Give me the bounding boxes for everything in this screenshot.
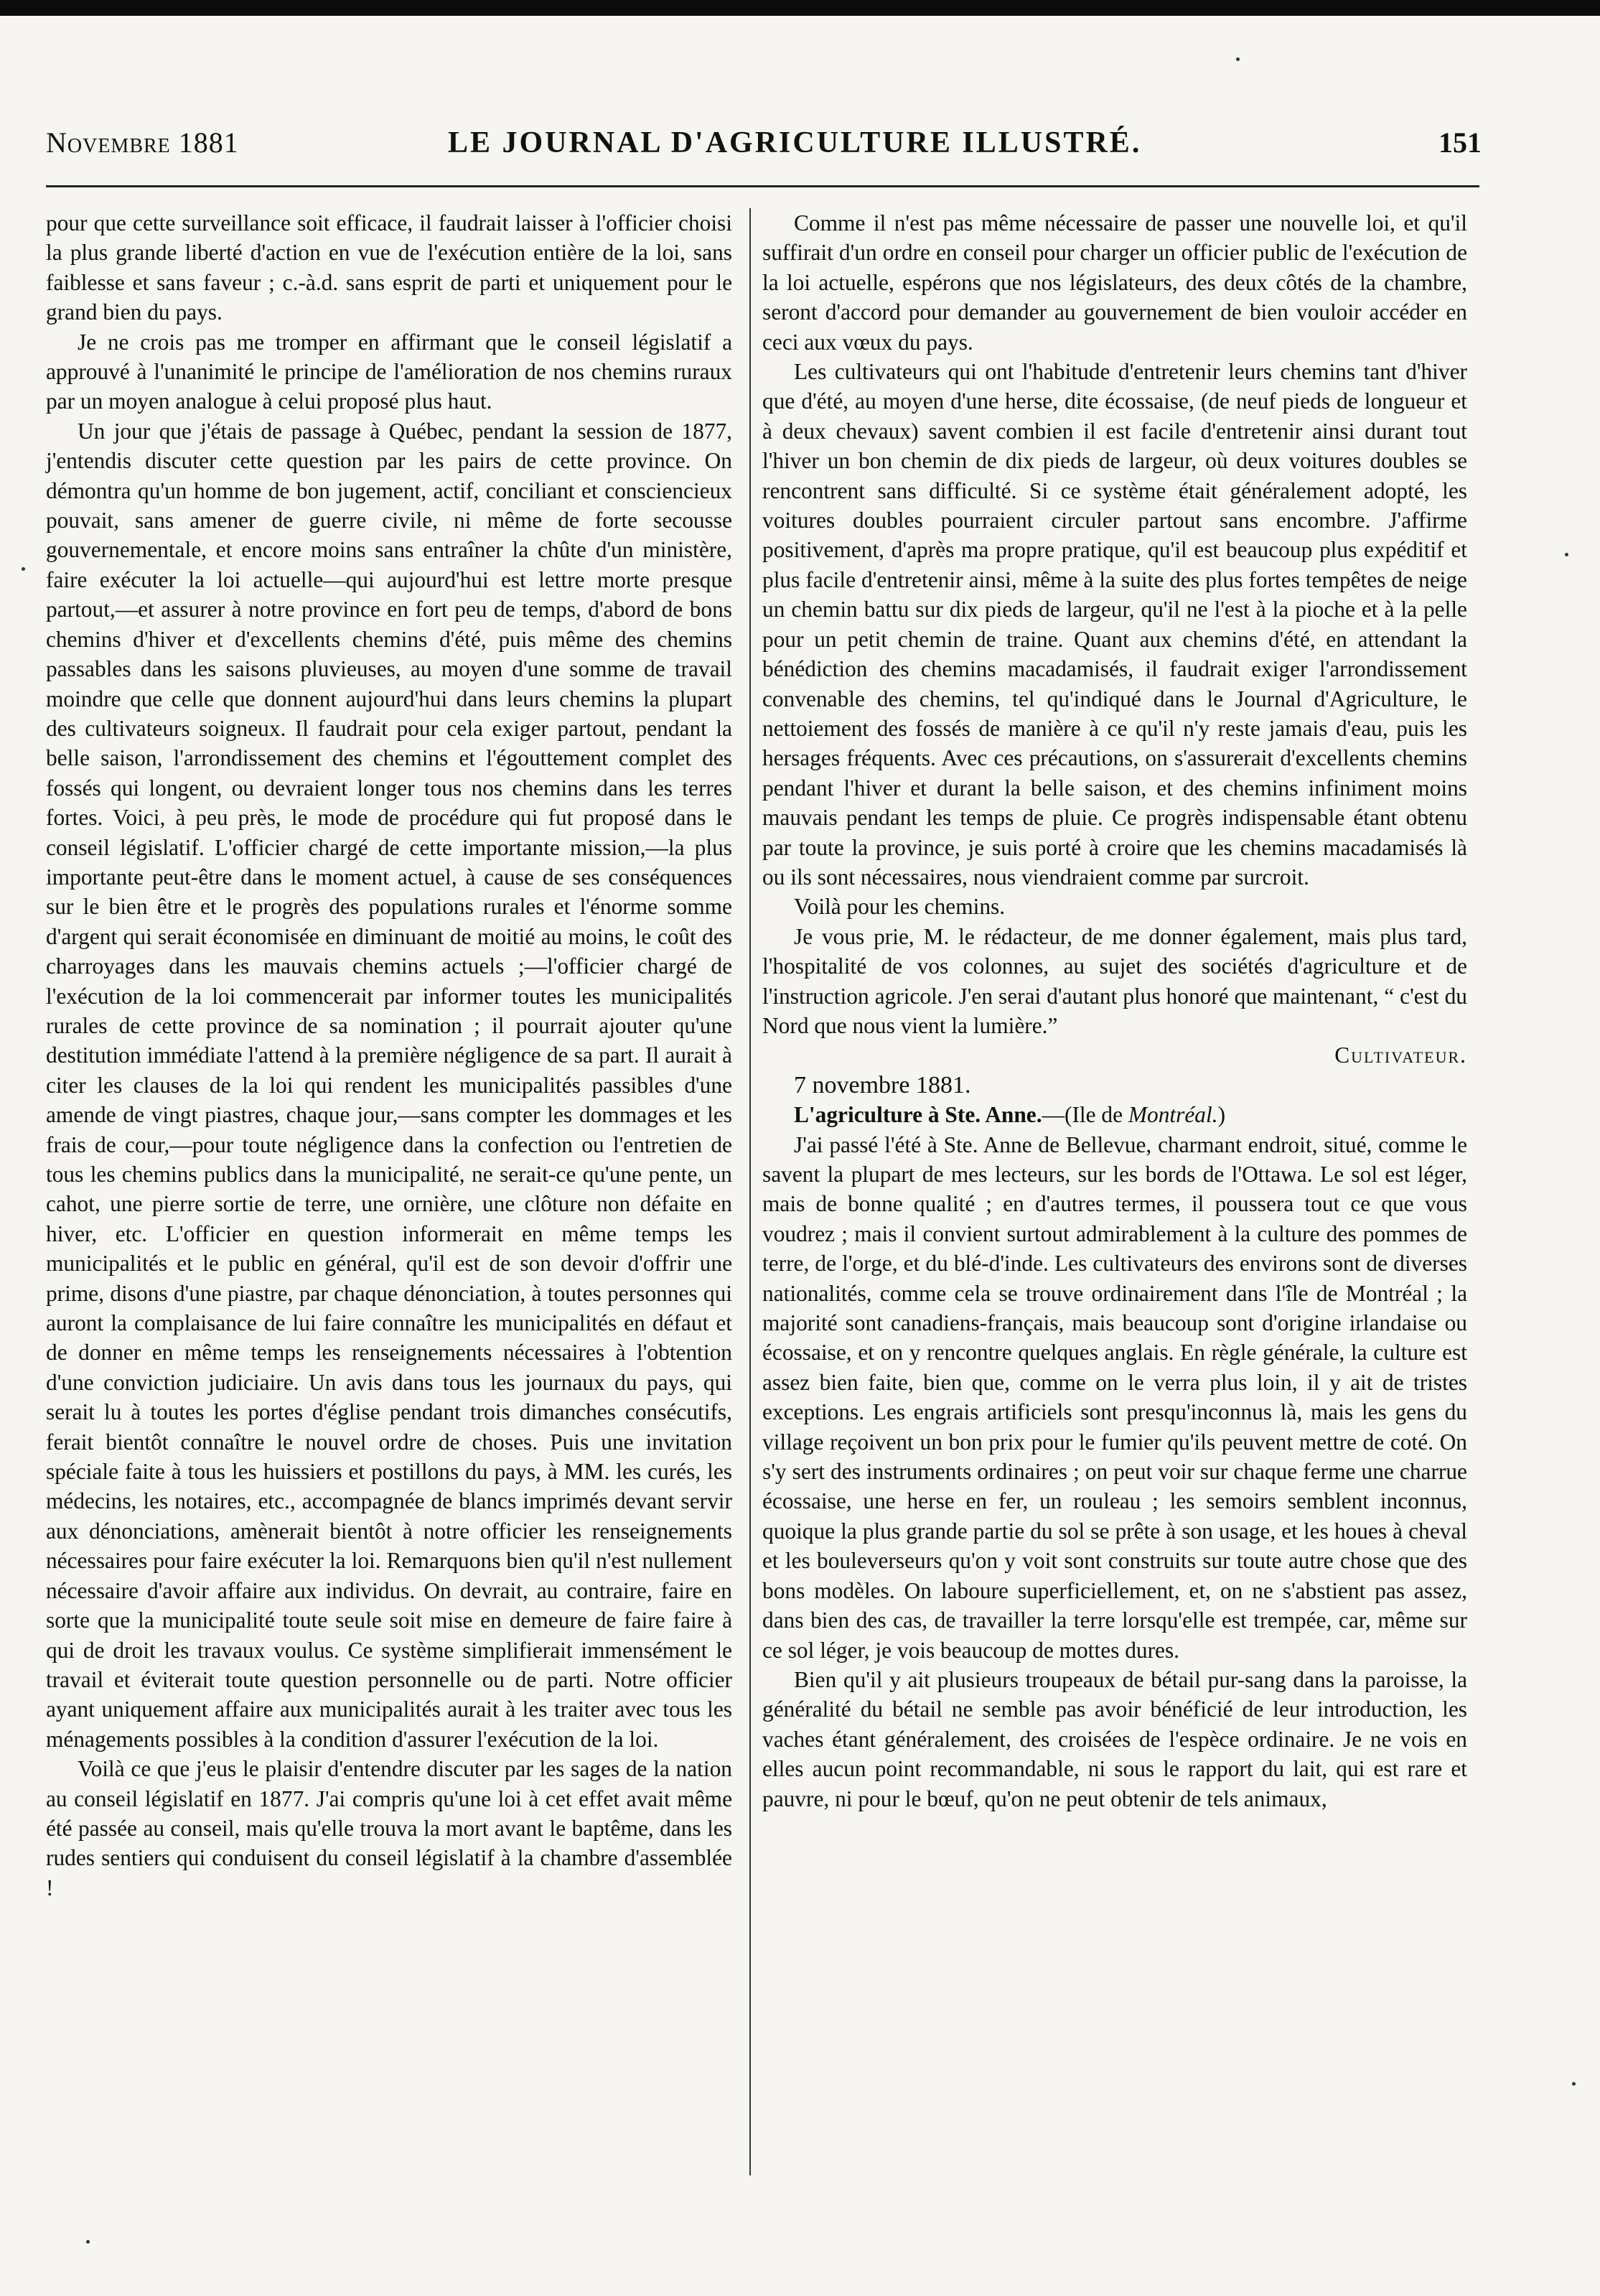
paragraph: pour que cette surveillance soit efficace, il faudrait laisser à l'officier choisi la plus grande liberté d'action en vue de l'exécution entière de la loi, sans faiblesse et sans faveur ; c.-à.d. sans esprit de parti et uniquement pour le grand bien du pays. [46, 210, 732, 325]
print-speck [1236, 57, 1240, 61]
letter-date: 7 novembre 1881. [794, 1071, 971, 1098]
paragraph: Voilà pour les chemins. [794, 894, 1006, 920]
print-speck [86, 2240, 90, 2244]
top-border-bar [0, 0, 1600, 16]
section-subtitle-prefix: —(Ile de [1042, 1102, 1128, 1128]
print-speck [1565, 553, 1568, 556]
paragraph: Je ne crois pas me tromper en affirmant que le conseil législatif a approuvé à l'unanimité le principe de l'amélioration de nos chemins ruraux par un moyen analogue à celui proposé plus haut. [46, 329, 732, 414]
section-title: L'agriculture à Ste. Anne. [794, 1102, 1042, 1128]
left-column [46, 208, 732, 1903]
paragraph: Bien qu'il y ait plusieurs troupeaux de bétail pur-sang dans la paroisse, la généralité du bétail ne semble pas avoir bénéficié de leur introduction, les vaches étant généralement, des croisées de l'espèce ordinaire. Je ne vois en elles aucun point recommandable, ni sous le rapport du lait, qui est rare et pauvre, ni pour le bœuf, qu'on ne peut obtenir de tels animaux, [762, 1666, 1467, 1811]
paragraph: Voilà ce que j'eus le plaisir d'entendre discuter par les sages de la nation au conseil législatif en 1877. J'ai compris qu'une loi à cet effet avait même été passée au conseil, mais qu'elle trouva la mort avant le baptême, dans les rudes sentiers qui conduisent du conseil législatif à la chambre d'assemblée ! [46, 1756, 732, 1900]
paragraph: Je vous prie, M. le rédacteur, de me donner également, mais plus tard, l'hospitalité de vos colonnes, au sujet des sociétés d'agriculture et de l'instruction agricole. J'en serai d'autant plus honoré que maintenant, “ c'est du Nord que nous vient la lumière.” [762, 923, 1467, 1038]
author-signature: Cultivateur. [1334, 1042, 1467, 1068]
print-speck [22, 567, 25, 571]
paragraph: Comme il n'est pas même nécessaire de passer une nouvelle loi, et qu'il suffirait d'un ordre en conseil pour charger un officier public de l'exécution de la loi actuelle, espérons que nos législateurs, des deux côtés de la chambre, seront d'accord pour demander au gouvernement de bien vouloir accéder en ceci aux vœux du pays. [762, 210, 1467, 355]
page-number: 151 [1438, 126, 1482, 159]
column-divider [749, 208, 751, 2175]
paragraph: Les cultivateurs qui ont l'habitude d'entretenir leurs chemins tant d'hiver que d'été, au moyen d'une herse, dite écossaise, (de neuf pieds de longueur et à deux chevaux) savent combien il est facile d'entretenir ainsi durant tout l'hiver un bon chemin de dix pieds de largeur, où deux voitures doubles se rencontrent sans difficulté. Si ce système était généralement adopté, les voitures doubles pourraient circuler partout sans encombre. J'affirme positivement, d'après ma propre pratique, qu'il est beaucoup plus expéditif et plus facile d'entretenir ainsi, même à la suite des plus fortes tempêtes de neige un chemin battu sur dix pieds de largeur, qu'il ne l'est à la pioche et à la pelle pour un petit chemin de traine. Quant aux chemins d'été, en attendant la bénédiction des chemins macadamisés, il faudrait exiger l'arrondissement convenable des chemins, tel qu'indiqué dans le Journal d'Agriculture, le nettoiement des fossés de manière à ce qu'il n'y reste jamais d'eau, puis les hersages fréquents. Avec ces précautions, on s'assurerait d'excellents chemins pendant l'hiver et durant la belle saison, et des chemins infiniment moins mauvais pendant les temps de pluie. Ce progrès indispensable étant obtenu par toute la province, je suis porté à croire que les chemins macadamisés là ou ils sont nécessaires, nous viendraient comme par surcroit. [762, 359, 1467, 890]
section-subtitle-place: Montréal. [1128, 1102, 1218, 1128]
paragraph: Un jour que j'étais de passage à Québec, pendant la session de 1877, j'entendis discuter cette question par les pairs de cette province. On démontra qu'un homme de bon jugement, actif, conciliant et consciencieux pouvait, sans amener de guerre civile, ni même de forte secousse gouvernementale, et encore moins sans entraîner la chûte d'un ministère, faire exécuter la loi actuelle—qui aujourd'hui est lettre morte presque partout,—et assurer à notre province en fort peu de temps, d'abord de bons chemins d'hiver et d'excellents chemins d'été, puis même des chemins passables dans les saisons pluvieuses, au moyen d'une somme de travail moindre que celle que donnent aujourd'hui dans leurs chemins la plupart des cultivateurs soigneux. Il faudrait pour cela exiger partout, pendant la belle saison, l'arrondissement des chemins et l'égouttement complet des fossés qui longent, ou devraient longer tous nos chemins dans les terres fortes. Voici, à peu près, le mode de procédure qui fut proposé dans le conseil législatif. L'officier chargé de cette importante mission,—la plus importante peut-être dans le moment actuel, à cause de ses conséquences sur le bien être et le progrès des populations rurales et l'énorme somme d'argent qui serait économisée en diminuant de moitié au moins, le coût des charroyages dans les mauvais chemins actuels ;—l'officier chargé de l'exécution de la loi commencerait par informer toutes les municipalités rurales de cette province de sa nomination ; il pourrait ajouter qu'une destitution immédiate l'attend à la première négligence de sa part. Il aurait à citer les clauses de la loi qui rendent les municipalités passibles d'une amende de vingt piastres, chaque jour,—sans compter les dommages et les frais de cour,—pour toute négligence dans la confection ou l'entretien de tous les chemins publics dans la municipalité, ne serait-ce qu'une pente, un cahot, une pierre sortie de terre, une ornière, une clôture non défaite en hiver, etc. L'officier en question informerait en même temps les municipalités et le public en général, qu'il est de son devoir d'offrir une prime, disons d'une piastre, par chaque dénonciation, à toutes personnes qui auront la complaisance de lui faire connaître les municipalités en défaut et de donner en même temps les renseignements nécessaires à l'obtention d'une conviction judiciaire. Un avis dans tous les journaux du pays, qui serait lu à toutes les portes d'église pendant trois dimanches consécutifs, ferait bientôt connaître le nouvel ordre de choses. Puis une invitation spéciale faite à tous les huissiers et postillons du pays, à MM. les curés, les médecins, les notaires, etc., accompagnée de blancs imprimés devant servir aux dénonciations, amènerait bientôt à notre officier les renseignements nécessaires pour faire exécuter la loi. Remarquons bien qu'il n'est nullement nécessaire d'avoir affaire aux individus. On devrait, au contraire, faire en sorte que la municipalité toute seule soit mise en demeure de faire faire à qui de droit les travaux voulus. Ce système simplifierait immensément le travail et éviterait toute question personnelle ou de parti. Notre officier ayant uniquement affaire aux municipalités aurait à les traiter avec tous les ménagements possibles à la condition d'assurer l'exécution de la loi. [46, 418, 732, 1752]
right-column [762, 208, 1467, 1814]
page-header [46, 126, 1482, 176]
print-speck [1572, 2082, 1576, 2086]
section-heading [762, 1100, 1467, 1129]
header-rule [46, 185, 1479, 187]
section-subtitle-suffix: ) [1217, 1102, 1226, 1128]
paragraph: J'ai passé l'été à Ste. Anne de Bellevue, charmant endroit, situé, comme le savent la plupart de mes lecteurs, sur les bords de l'Ottawa. Le sol est léger, mais de bonne qualité ; en d'autres termes, il poussera tout ce que vous voudrez ; mais il convient surtout admirablement à la culture des pommes de terre, de l'orge, et du blé-d'inde. Les cultivateurs des environs sont de diverses nationalités, comme cela se trouve ordinairement dans l'île de Montréal ; la majorité sont canadiens-français, mais beaucoup sont d'origine irlandaise ou écossaise, et on y rencontre quelques anglais. En règle générale, la culture est assez bien faite, bien que, comme on le verra plus loin, il y ait de tristes exceptions. Les engrais artificiels sont presqu'inconnus là, mais les gens du village reçoivent un bon prix pour le fumier qu'ils peuvent mettre de coté. On s'y sert des instruments ordinaires ; on peut voir sur chaque ferme une charrue écossaise, une herse en fer, un rouleau ; les semoirs semblent inconnus, quoique la plus grande partie du sol se prête à son usage, et les houes à cheval et les bouleverseurs qu'on y voit sont construits sur toute autre chose que des bons modèles. On laboure superficiellement, et, on ne s'abstient pas assez, dans bien des cas, de travailler la terre lorsqu'elle est trempée, car, même sur ce sol léger, je vois beaucoup de mottes dures. [762, 1131, 1467, 1663]
header-date: Novembre 1881 [46, 126, 239, 159]
journal-title: LE JOURNAL D'AGRICULTURE ILLUSTRÉ. [448, 126, 1142, 159]
